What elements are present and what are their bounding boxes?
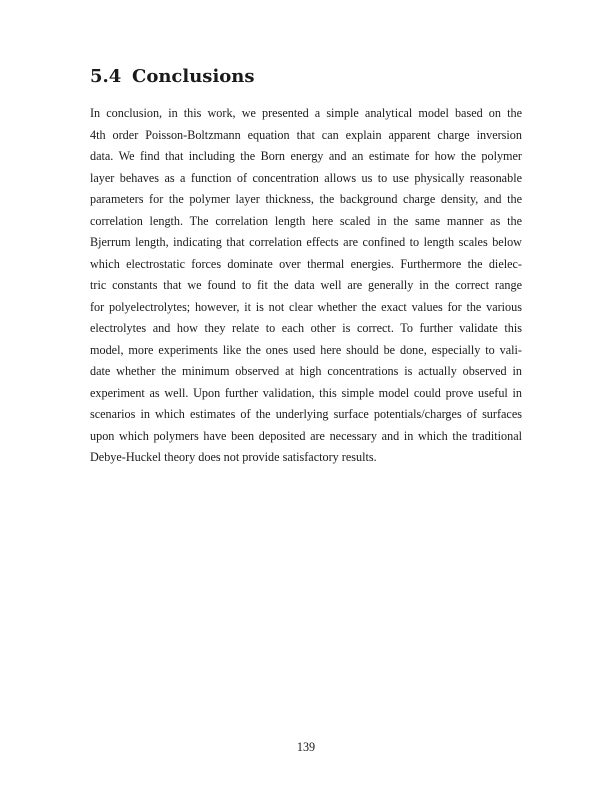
paragraph-line: data. We find that including the Born energy and an estimate for how the polymer bbox=[90, 149, 522, 163]
paragraph-line: model, more experiments like the ones used here should be done, especially to vali- bbox=[90, 342, 522, 357]
paragraph-line: Debye-Huckel theory does not provide satisfactory results. bbox=[90, 450, 377, 464]
paragraph-line: electrolytes and how they relate to each other is correct. To further validate this bbox=[90, 321, 522, 335]
paragraph-line: date whether the minimum observed at high concentrations is actually observed in bbox=[90, 364, 522, 378]
paragraph-line: tric constants that we found to fit the data well are generally in the correct range bbox=[90, 278, 522, 292]
section-number: 5.4 bbox=[90, 66, 122, 87]
paragraph-line: upon which polymers have been deposited are necessary and in which the traditional bbox=[90, 428, 522, 443]
paragraph-line: correlation length. The correlation length here scaled in the same manner as the bbox=[90, 213, 522, 228]
paragraph-line: layer behaves as a function of concentration allows us to use physically reasonable bbox=[90, 170, 522, 185]
page-number: 139 bbox=[296, 740, 316, 754]
conclusion-paragraph bbox=[90, 103, 522, 469]
paragraph-line: experiment as well. Upon further validation, this simple model could prove useful in bbox=[90, 385, 522, 400]
paragraph-line: In conclusion, in this work, we presented a simple analytical model based on the bbox=[90, 106, 522, 120]
paragraph-line: 4th order Poisson-Boltzmann equation that can explain apparent charge inversion bbox=[90, 127, 522, 142]
section-title: Conclusions bbox=[132, 66, 255, 87]
paragraph-line: scenarios in which estimates of the underlying surface potentials/charges of surfaces bbox=[90, 407, 522, 421]
paragraph-line: parameters for the polymer layer thickness, the background charge density, and the bbox=[90, 192, 522, 206]
paragraph-line: Bjerrum length, indicating that correlation effects are confined to length scales below bbox=[90, 235, 522, 249]
paragraph-line: which electrostatic forces dominate over thermal energies. Furthermore the dielec- bbox=[90, 256, 522, 271]
section-heading bbox=[90, 66, 255, 88]
paragraph-line: for polyelectrolytes; however, it is not clear whether the exact values for the various bbox=[90, 299, 522, 314]
